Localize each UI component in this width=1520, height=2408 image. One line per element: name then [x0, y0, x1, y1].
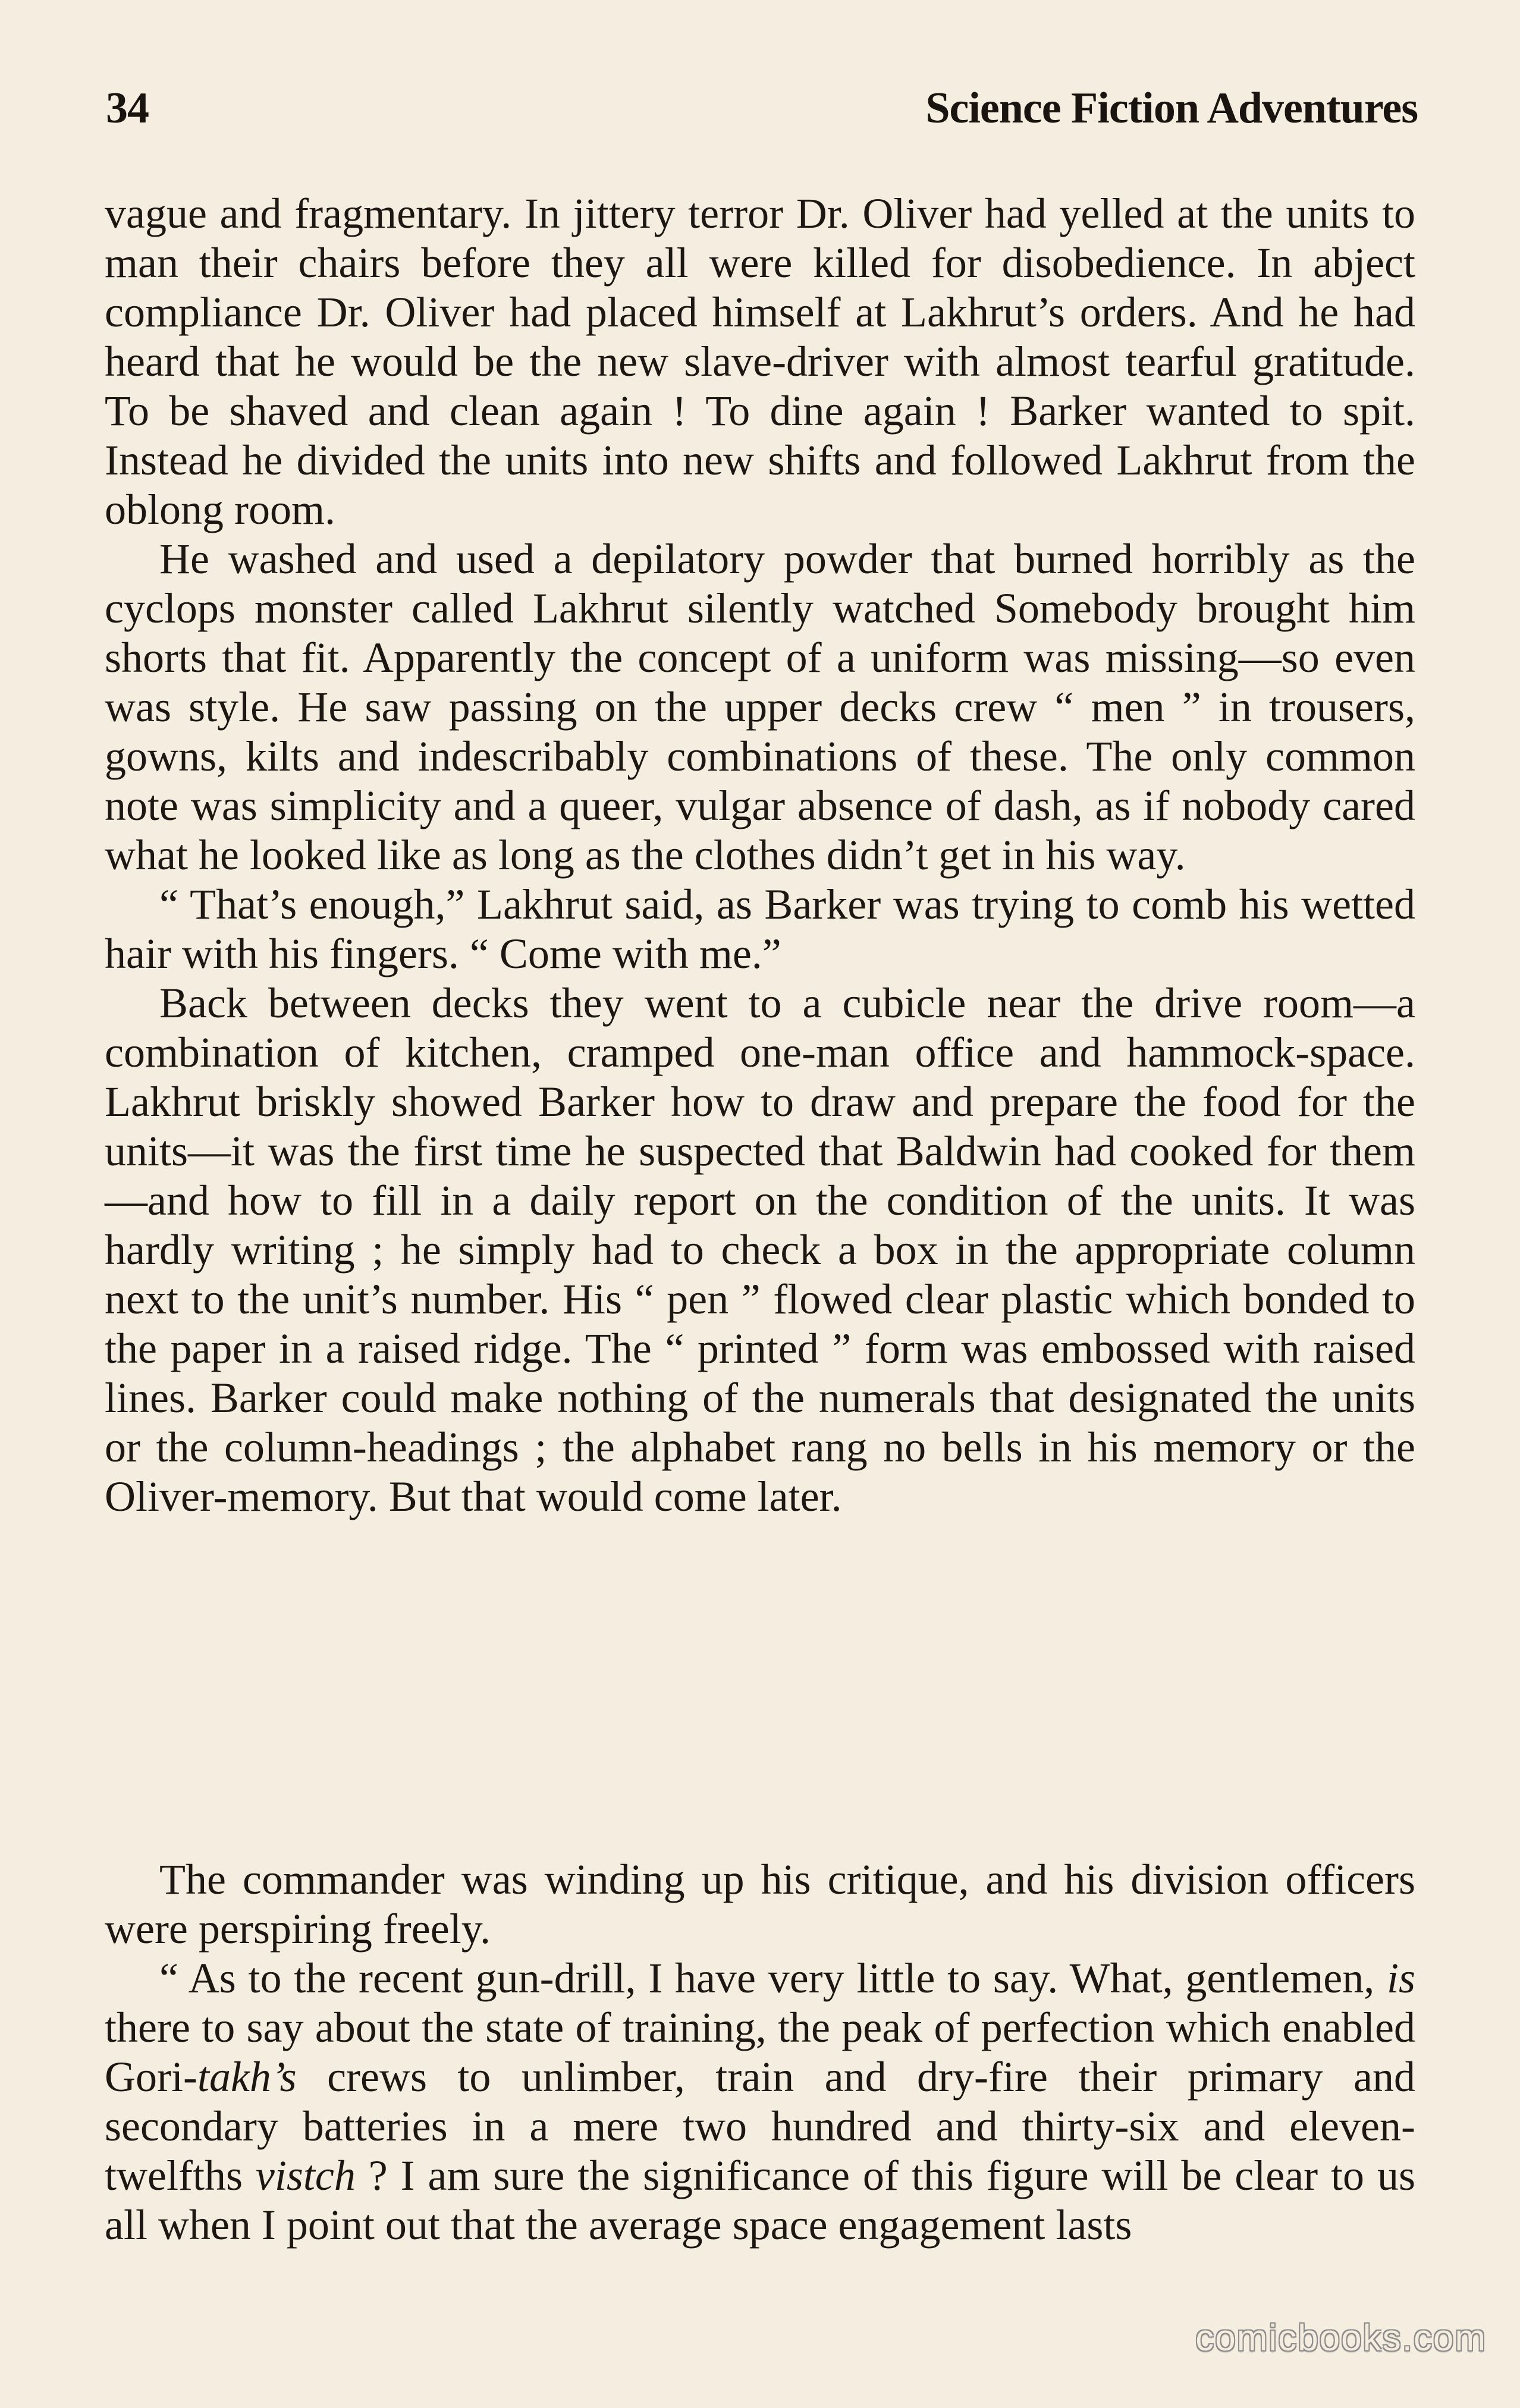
paragraph: “ That’s enough,” Lakhrut said, as Barker was trying to comb his wetted hair with his fingers. “ Come with me.” [105, 881, 1415, 977]
italic-name: takh’s [197, 2053, 297, 2101]
text-run: “ As to the recent gun-drill, I have very little to say. What, gentlemen, [159, 1954, 1387, 2002]
text-run: there to say about the state of training, the peak of perfection which enabled Gori- [105, 2004, 1415, 2101]
running-title: Science Fiction Adventures [925, 84, 1418, 133]
italic-emphasis: is [1386, 1954, 1415, 2002]
page-header [106, 83, 1418, 155]
paragraph: He washed and used a depilatory powder that burned horribly as the cyclops monster called Lakhrut silently watched Somebody brought him shorts that fit. Apparently the concept of a uniform was missing—so even was style. He saw passing on the upper decks crew “ men ” in trousers, gowns, kilts and indescribably combinations of these. The only common note was simplicity and a queer, vulgar absence of dash, as if nobody cared what he looked like as long as the clothes didn’t get in his way. [105, 535, 1415, 879]
paragraph [105, 1954, 1415, 2250]
text-run: ? I am sure the significance of this figure will be clear to us all when I point out that the average space engagement lasts [105, 2152, 1415, 2249]
story-text-section-2 [105, 1855, 1415, 2250]
site-watermark: comicbooks.com [1195, 2318, 1487, 2359]
story-text-section-1 [105, 189, 1415, 1521]
page-number: 34 [106, 84, 149, 133]
text-run: crews to unlimber, train and dry-fire their primary and secondary batteries in a mere two hundred and thirty-six and eleven-twelfths [105, 2053, 1415, 2199]
paragraph: vague and fragmentary. In jittery terror Dr. Oliver had yelled at the units to man their chairs before they all were killed for disobedience. In abject compliance Dr. Oliver had placed himself at Lakhrut’s orders. And he had heard that he would be the new slave-driver with almost tearful gratitude. To be shaved and clean again ! To dine again ! Barker wanted to spit. Instead he divided the units into new shifts and followed Lakhrut from the oblong room. [105, 190, 1415, 533]
italic-term: vistch [255, 2152, 356, 2199]
paragraph: The commander was winding up his critique, and his division officers were perspiring freely. [105, 1856, 1415, 1953]
paragraph: Back between decks they went to a cubicle near the drive room—a combination of kitchen, cramped one-man office and hammock-space. Lakhrut briskly showed Barker how to draw and prepare the food for the units—it was the first time he suspected that Baldwin had cooked for them—and how to fill in a daily report on the condition of the units. It was hardly writing ; he simply had to check a box in the appropriate column next to the unit’s number. His “ pen ” flowed clear plastic which bonded to the paper in a raised ridge. The “ printed ” form was embossed with raised lines. Barker could make nothing of the numerals that designated the units or the column-headings ; the alphabet rang no bells in his memory or the Oliver-memory. But that would come later. [105, 979, 1415, 1520]
